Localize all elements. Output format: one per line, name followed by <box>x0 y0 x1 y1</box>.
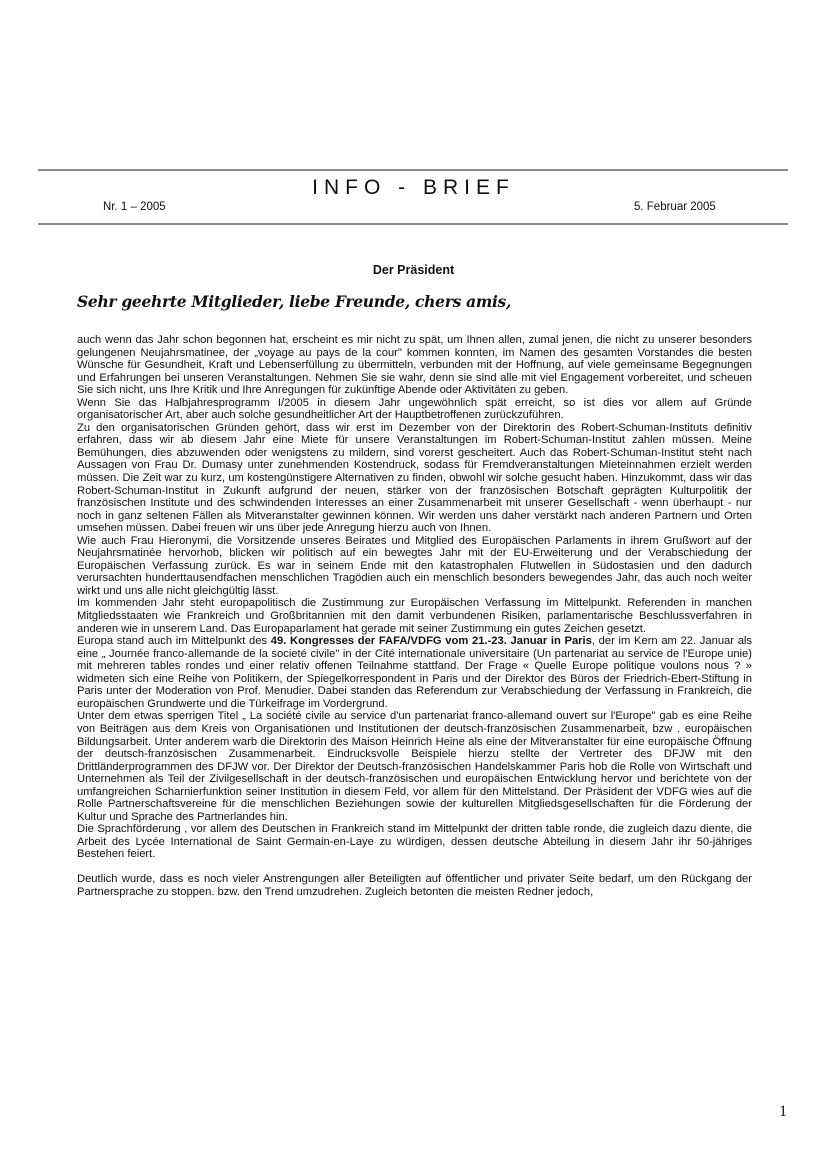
paragraph: Wenn Sie das Halbjahresprogramm I/2005 in diesem Jahr ungewöhnlich spät erreicht, so ist dies vor allem auf Gründe organisatorischer Art, aber auch solche gesundheitlicher Art der Hauptbetroffenen zurückzuführen. <box>77 396 752 422</box>
sender-heading: Der Präsident <box>372 263 455 277</box>
paragraph-text: , der im Kern am 22. Januar als eine „ Journée franco-allemande de la societé civile" in der Cité internationale universitaire (Un partenariat au service de l'Europe unie) mit mehreren tables rondes und einer relativ offenen Teilnahme stattfand. Der Frage « Quelle Europe politique voulons nous ? » widmeten sich eine Reihe von Politikern, der Spiegelkorrespondent in Paris und der Direktor des Büros der Friedrich-Ebert-Stiftung in Paris unter der Moderation von Prof. Menudier. Dabei standen das Referendum zur Verabschiedung der Verfassung in Frankreich, die europäischen Grundwerte und die Türkeifrage im Vordergrund. <box>77 635 752 710</box>
paragraph: Deutlich wurde, dass es noch vieler Anstrengungen aller Beteiligten auf öffentlicher und privater Seite bedarf, um den Rückgang der Partnersprache zu stoppen. bzw. den Trend umzudrehen. Zugleich betonten die meisten Redner jedoch, <box>77 873 752 899</box>
congress-highlight: 49. Kongresses der FAFA/VDFG vom 21.-23. Januar in Paris <box>270 635 592 648</box>
paragraph: Die Sprachförderung , vor allem des Deutschen in Frankreich stand im Mittelpunkt der dritten table ronde, die zugleich dazu diente, die Arbeit des Lycée International de Saint Germain-en-Laye zu würdigen, dessen deutsche Abteilung in diesem Jahr ihr 50-jähriges Bestehen feiert. <box>77 823 752 861</box>
letter-body <box>77 334 752 899</box>
paragraph: Unter dem etwas sperrigen Titel „ La société civile au service d'un partenariat franco-allemand ouvert sur l'Europe" gab es eine Reihe von Beiträgen aus dem Kreis von Organisationen und Institutionen der deutsch-französischen Zusammenarbeit, bzw . europäischen Bildungsarbeit. Unter anderem warb die Direktorin des Maison Heinrich Heine als eine der Mitveranstalter für eine europäische Öffnung der deutsch-französischen Zusammenarbeit. Eindrucksvolle Beispiele hierzu stellte der Vertreter des DFJW mit den Drittländerprogrammen des DFJW vor. Der Direktor der Deutsch-französischen Handelskammer Paris hob die Rolle von Wirtschaft und Unternehmen als Teil der Zivilgesellschaft in der deutsch-französischen und europäischen Entwicklung hervor und berichtete von der umfangreichen Scharnierfunktion seiner Institution in diesem Feld, vor allem für den Mittelstand. Der Präsident der VDFG wies auf die Rolle Partnerschaftsvereine für die menschlichen Beziehungen sowie der kulturellen Mitgliedsgesellschaften für die Förderung der Kultur und Sprache des Partnerlandes hin. <box>77 710 752 823</box>
paragraph: Wie auch Frau Hieronymi, die Vorsitzende unseres Beirates und Mitglied des Europäischen Parlaments in ihrem Grußwort auf der Neujahrsmatinée hervorhob, blicken wir politisch auf ein bewegtes Jahr mit der EU-Erweiterung und der Verabschiedung der Europäischen Verfassung zurück. Es war in seinem Ende mit den katastrophalen Flutwellen in Südostasien und den dadurch verursachten hunderttausendfachen menschlichen Tragödien auch ein menschlich besonders bewegendes Jahr, das auch noch weiter wirkt und uns alle nicht gleichgültig lässt. <box>77 534 752 597</box>
header-bottom-rule <box>38 223 788 225</box>
issue-date: 5. Februar 2005 <box>634 201 716 213</box>
paragraph: Zu den organisatorischen Gründen gehört, dass wir erst im Dezember von der Direktorin des Robert-Schuman-Instituts definitiv erfahren, dass wir ab diesem Jahr eine Miete für unsere Veranstaltungen im Robert-Schuman-Institut zahlen müssen. Meine Bemühungen, dies abzuwenden oder wenigstens zu mildern, sind vorerst gescheitert. Auch das Robert-Schuman-Institut steht nach Aussagen von Frau Dr. Dumasy unter zunehmenden Kostendruck, sodass für Fremdveranstaltungen Mieteinnahmen erzielt werden müssen. Die Zeit war zu kurz, um kostengünstigere Alternativen zu finden, obwohl wir solche gesucht haben. Hinzukommt, dass wir das Robert-Schuman-Institut in Zukunft aufgrund der neuen, stärker von der französischen Botschaft geprägten Kulturpolitik der französischen Institute und des schwindenden Interesses an einer Zusammenarbeit mit unserer Gesellschaft - wenn überhaupt - nur noch in ganz seltenen Fällen als Mitveranstalter gewinnen können. Wir werden uns daher verstärkt nach anderen Partnern und Orten umsehen müssen. Dabei freuen wir uns über jede Anregung hierzu auch von Ihnen. <box>77 421 752 535</box>
paragraph <box>77 635 752 710</box>
paragraph: Im kommenden Jahr steht europapolitisch die Zustimmung zur Europäischen Verfassung im Mittelpunkt. Referenden in manchen Mitgliedsstaaten wie Frankreich und Großbritannien mit den damit verbundenen Risiken, parlamentarische Beschlussverfahren in anderen wie in unserem Land. Das Europaparlament hat gerade mit seiner Zustimmung ein gutes Zeichen gesetzt. <box>77 597 752 635</box>
page-number: 1 <box>779 1103 787 1120</box>
paragraph-text: Europa stand auch im Mittelpunkt des <box>77 635 271 648</box>
salutation: Sehr geehrte Mitglieder, liebe Freunde, chers amis, <box>77 292 512 311</box>
newsletter-title: INFO - BRIEF <box>312 176 515 199</box>
paragraph: auch wenn das Jahr schon begonnen hat, erscheint es mir nicht zu spät, um Ihnen allen, zumal jenen, die nicht zu unserer besonders gelungenen Neujahrsmatinee, der „voyage au pays de la cour" kommen konnten, im Namen des gesamten Vorstandes die besten Wünsche für Gesundheit, Kraft und Lebenserfüllung zu übermitteln, verbunden mit der Hoffnung, auf viele gemeinsame Begegnungen und Erfahrungen bei unseren Veranstaltungen. Nehmen Sie sie wahr, denn sie sind alle mit viel Engagement vorbereitet, und scheuen Sie sich nicht, uns Ihre Kritik und Ihre Anregungen für zukünftige Abende oder Aktivitäten zu geben. <box>77 334 752 397</box>
issue-number: Nr. 1 – 2005 <box>103 201 166 213</box>
header-top-rule <box>38 169 788 171</box>
